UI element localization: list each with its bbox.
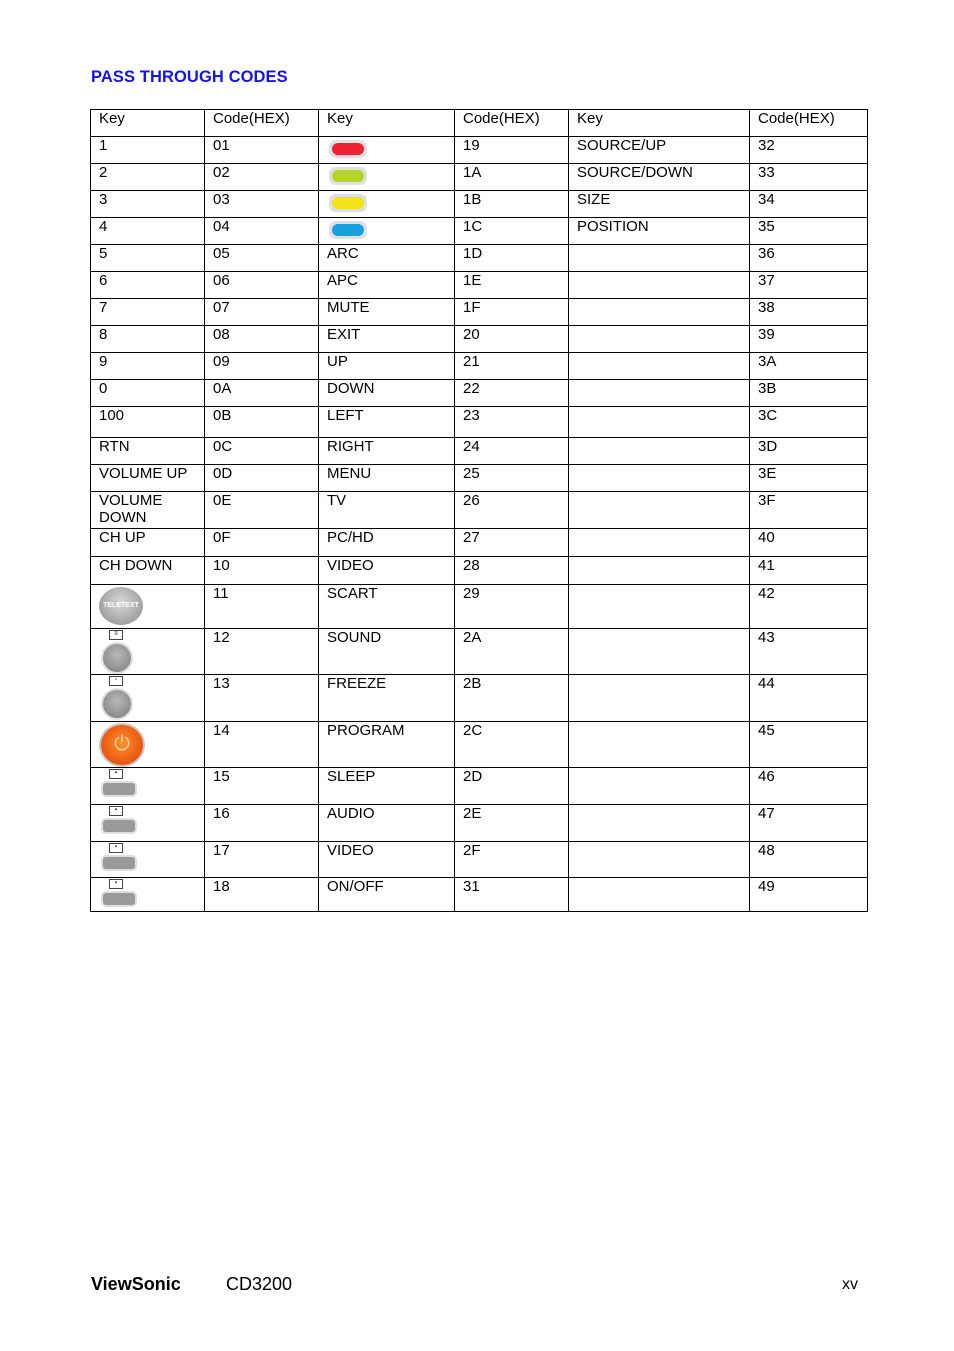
key-cell: MENU — [319, 465, 455, 492]
key-cell — [91, 768, 205, 805]
power-button-icon: ⏻ — [99, 723, 145, 767]
table-row — [91, 407, 868, 438]
code-cell: 41 — [750, 557, 868, 585]
code-cell: 13 — [205, 675, 319, 722]
key-cell: VIDEO — [319, 557, 455, 585]
code-cell: 47 — [750, 805, 868, 842]
gray-round-button-icon — [101, 688, 133, 720]
key-cell: 8 — [91, 326, 205, 353]
code-cell: 3E — [750, 465, 868, 492]
key-cell — [569, 805, 750, 842]
teletext-label: TELETEXT — [103, 602, 139, 609]
red-button-icon — [329, 140, 367, 158]
table-row — [91, 272, 868, 299]
code-cell: 31 — [455, 878, 569, 912]
code-cell: 12 — [205, 629, 319, 675]
code-cell: 3C — [750, 407, 868, 438]
column-header: Code(HEX) — [750, 110, 868, 137]
key-cell — [569, 722, 750, 768]
key-cell: PROGRAM — [319, 722, 455, 768]
code-cell: 21 — [455, 353, 569, 380]
mini-screen-icon: ▪ — [109, 879, 123, 889]
code-cell: 19 — [455, 137, 569, 164]
key-cell: 4 — [91, 218, 205, 245]
yellow-button-icon — [329, 194, 367, 212]
key-cell: APC — [319, 272, 455, 299]
column-header: Key — [319, 110, 455, 137]
code-cell: 18 — [205, 878, 319, 912]
code-cell: 15 — [205, 768, 319, 805]
table-row — [91, 768, 868, 805]
gray-rect-button-icon — [101, 891, 137, 907]
teletext-button-icon — [99, 587, 143, 625]
code-cell: 25 — [455, 465, 569, 492]
table-row — [91, 529, 868, 557]
code-cell: 35 — [750, 218, 868, 245]
mini-screen-icon: ▫ — [109, 676, 123, 686]
key-cell: POSITION — [569, 218, 750, 245]
key-cell: 100 — [91, 407, 205, 438]
code-cell: 24 — [455, 438, 569, 465]
key-cell — [319, 164, 455, 191]
key-cell — [319, 191, 455, 218]
key-cell: AUDIO — [319, 805, 455, 842]
code-cell: 05 — [205, 245, 319, 272]
key-cell: MUTE — [319, 299, 455, 326]
key-cell — [569, 380, 750, 407]
screen-button-icon-3 — [101, 843, 204, 871]
key-cell — [569, 585, 750, 629]
code-cell: 2A — [455, 629, 569, 675]
code-cell: 26 — [455, 492, 569, 529]
key-cell — [569, 326, 750, 353]
table-row — [91, 218, 868, 245]
key-cell — [569, 438, 750, 465]
key-cell — [91, 675, 205, 722]
code-cell: 17 — [205, 842, 319, 878]
table-row — [91, 438, 868, 465]
code-cell: 42 — [750, 585, 868, 629]
code-cell: 16 — [205, 805, 319, 842]
key-cell: SOUND — [319, 629, 455, 675]
key-cell: SLEEP — [319, 768, 455, 805]
key-cell: UP — [319, 353, 455, 380]
key-cell: FREEZE — [319, 675, 455, 722]
green-button-icon — [329, 167, 367, 185]
key-cell: RTN — [91, 438, 205, 465]
key-cell — [569, 529, 750, 557]
code-cell: 11 — [205, 585, 319, 629]
key-cell: 0 — [91, 380, 205, 407]
key-cell — [569, 675, 750, 722]
table-row — [91, 629, 868, 675]
key-cell: 3 — [91, 191, 205, 218]
table-row — [91, 326, 868, 353]
column-header: Key — [91, 110, 205, 137]
code-cell: 01 — [205, 137, 319, 164]
mini-screen-icon: ≡ — [109, 630, 123, 640]
subtitle-button-icon — [101, 630, 204, 674]
column-header: Code(HEX) — [205, 110, 319, 137]
key-cell — [569, 465, 750, 492]
code-cell: 39 — [750, 326, 868, 353]
key-cell — [319, 218, 455, 245]
code-cell: 0A — [205, 380, 319, 407]
key-cell — [569, 245, 750, 272]
key-cell — [91, 878, 205, 912]
key-cell: ARC — [319, 245, 455, 272]
code-cell: 2F — [455, 842, 569, 878]
table-row — [91, 585, 868, 629]
mini-screen-icon: ▪ — [109, 843, 123, 853]
key-cell: VOLUME UP — [91, 465, 205, 492]
code-cell: 45 — [750, 722, 868, 768]
key-cell: CH DOWN — [91, 557, 205, 585]
table-header-row — [91, 110, 868, 137]
code-cell: 27 — [455, 529, 569, 557]
table-row — [91, 137, 868, 164]
key-cell — [569, 353, 750, 380]
code-cell: 06 — [205, 272, 319, 299]
color-fill — [332, 170, 364, 182]
table-row — [91, 353, 868, 380]
key-cell — [569, 557, 750, 585]
code-cell: 07 — [205, 299, 319, 326]
code-cell: 2B — [455, 675, 569, 722]
key-cell — [91, 722, 205, 768]
code-cell: 08 — [205, 326, 319, 353]
code-cell: 33 — [750, 164, 868, 191]
code-cell: 0B — [205, 407, 319, 438]
code-cell: 09 — [205, 353, 319, 380]
code-cell: 03 — [205, 191, 319, 218]
code-cell: 22 — [455, 380, 569, 407]
code-cell: 2C — [455, 722, 569, 768]
gray-rect-button-icon — [101, 855, 137, 871]
code-cell: 1F — [455, 299, 569, 326]
code-cell: 29 — [455, 585, 569, 629]
screen-button-icon-2 — [101, 806, 204, 834]
code-cell: 3B — [750, 380, 868, 407]
screen-button-icon-1 — [101, 769, 204, 797]
code-cell: 0E — [205, 492, 319, 529]
code-cell: 48 — [750, 842, 868, 878]
screen-button-icon-4 — [101, 879, 204, 907]
code-cell: 40 — [750, 529, 868, 557]
key-cell: EXIT — [319, 326, 455, 353]
key-cell — [569, 878, 750, 912]
gray-rect-button-icon — [101, 781, 137, 797]
mini-screen-icon: ▪ — [109, 769, 123, 779]
code-cell: 44 — [750, 675, 868, 722]
table-row — [91, 722, 868, 768]
column-header: Key — [569, 110, 750, 137]
key-cell: 7 — [91, 299, 205, 326]
code-cell: 36 — [750, 245, 868, 272]
code-cell: 04 — [205, 218, 319, 245]
table-row — [91, 164, 868, 191]
code-cell: 02 — [205, 164, 319, 191]
column-header: Code(HEX) — [455, 110, 569, 137]
table-row — [91, 557, 868, 585]
key-cell: SCART — [319, 585, 455, 629]
key-cell: 9 — [91, 353, 205, 380]
code-cell: 3A — [750, 353, 868, 380]
code-cell: 1B — [455, 191, 569, 218]
key-cell: SOURCE/DOWN — [569, 164, 750, 191]
table-row — [91, 465, 868, 492]
color-fill — [332, 224, 364, 236]
code-cell: 14 — [205, 722, 319, 768]
code-cell: 1D — [455, 245, 569, 272]
code-cell: 37 — [750, 272, 868, 299]
footer-page-number: xv — [842, 1276, 858, 1293]
table-row — [91, 675, 868, 722]
key-cell — [91, 842, 205, 878]
key-cell: SIZE — [569, 191, 750, 218]
table-row — [91, 878, 868, 912]
key-cell: 1 — [91, 137, 205, 164]
key-cell — [569, 842, 750, 878]
table-row — [91, 842, 868, 878]
hold-button-icon — [101, 676, 204, 720]
code-cell: 2E — [455, 805, 569, 842]
code-cell: 1C — [455, 218, 569, 245]
code-cell: 2D — [455, 768, 569, 805]
code-cell: 34 — [750, 191, 868, 218]
page-title: PASS THROUGH CODES — [91, 68, 288, 86]
key-cell — [569, 272, 750, 299]
footer-model: CD3200 — [226, 1274, 293, 1294]
key-cell — [91, 585, 205, 629]
key-cell: 2 — [91, 164, 205, 191]
code-cell: 10 — [205, 557, 319, 585]
key-cell: CH UP — [91, 529, 205, 557]
key-cell: PC/HD — [319, 529, 455, 557]
code-cell: 20 — [455, 326, 569, 353]
code-cell: 38 — [750, 299, 868, 326]
blue-button-icon — [329, 221, 367, 239]
key-cell: DOWN — [319, 380, 455, 407]
color-fill — [332, 143, 364, 155]
key-cell: SOURCE/UP — [569, 137, 750, 164]
key-cell: LEFT — [319, 407, 455, 438]
pass-through-codes-table — [90, 109, 868, 912]
code-cell: 0C — [205, 438, 319, 465]
key-cell: TV — [319, 492, 455, 529]
key-cell: RIGHT — [319, 438, 455, 465]
key-cell — [569, 629, 750, 675]
table-row — [91, 380, 868, 407]
key-cell — [569, 407, 750, 438]
key-cell — [91, 805, 205, 842]
code-cell: 1E — [455, 272, 569, 299]
gray-rect-button-icon — [101, 818, 137, 834]
code-cell: 3F — [750, 492, 868, 529]
key-cell — [569, 492, 750, 529]
table-row — [91, 492, 868, 529]
key-cell — [569, 768, 750, 805]
table-row — [91, 245, 868, 272]
code-cell: 0D — [205, 465, 319, 492]
code-cell: 46 — [750, 768, 868, 805]
code-cell: 28 — [455, 557, 569, 585]
table-row — [91, 191, 868, 218]
table-row — [91, 805, 868, 842]
code-cell: 32 — [750, 137, 868, 164]
key-cell: 5 — [91, 245, 205, 272]
table-row — [91, 299, 868, 326]
code-cell: 43 — [750, 629, 868, 675]
code-cell: 1A — [455, 164, 569, 191]
key-cell — [569, 299, 750, 326]
key-cell — [91, 629, 205, 675]
color-fill — [332, 197, 364, 209]
gray-round-button-icon — [101, 642, 133, 674]
code-cell: 23 — [455, 407, 569, 438]
code-cell: 49 — [750, 878, 868, 912]
code-cell: 3D — [750, 438, 868, 465]
key-cell: VIDEO — [319, 842, 455, 878]
key-cell: VOLUME DOWN — [91, 492, 205, 529]
mini-screen-icon: ▪ — [109, 806, 123, 816]
key-cell: 6 — [91, 272, 205, 299]
key-cell: ON/OFF — [319, 878, 455, 912]
key-cell — [319, 137, 455, 164]
footer-brand: ViewSonic — [91, 1274, 181, 1294]
code-cell: 0F — [205, 529, 319, 557]
